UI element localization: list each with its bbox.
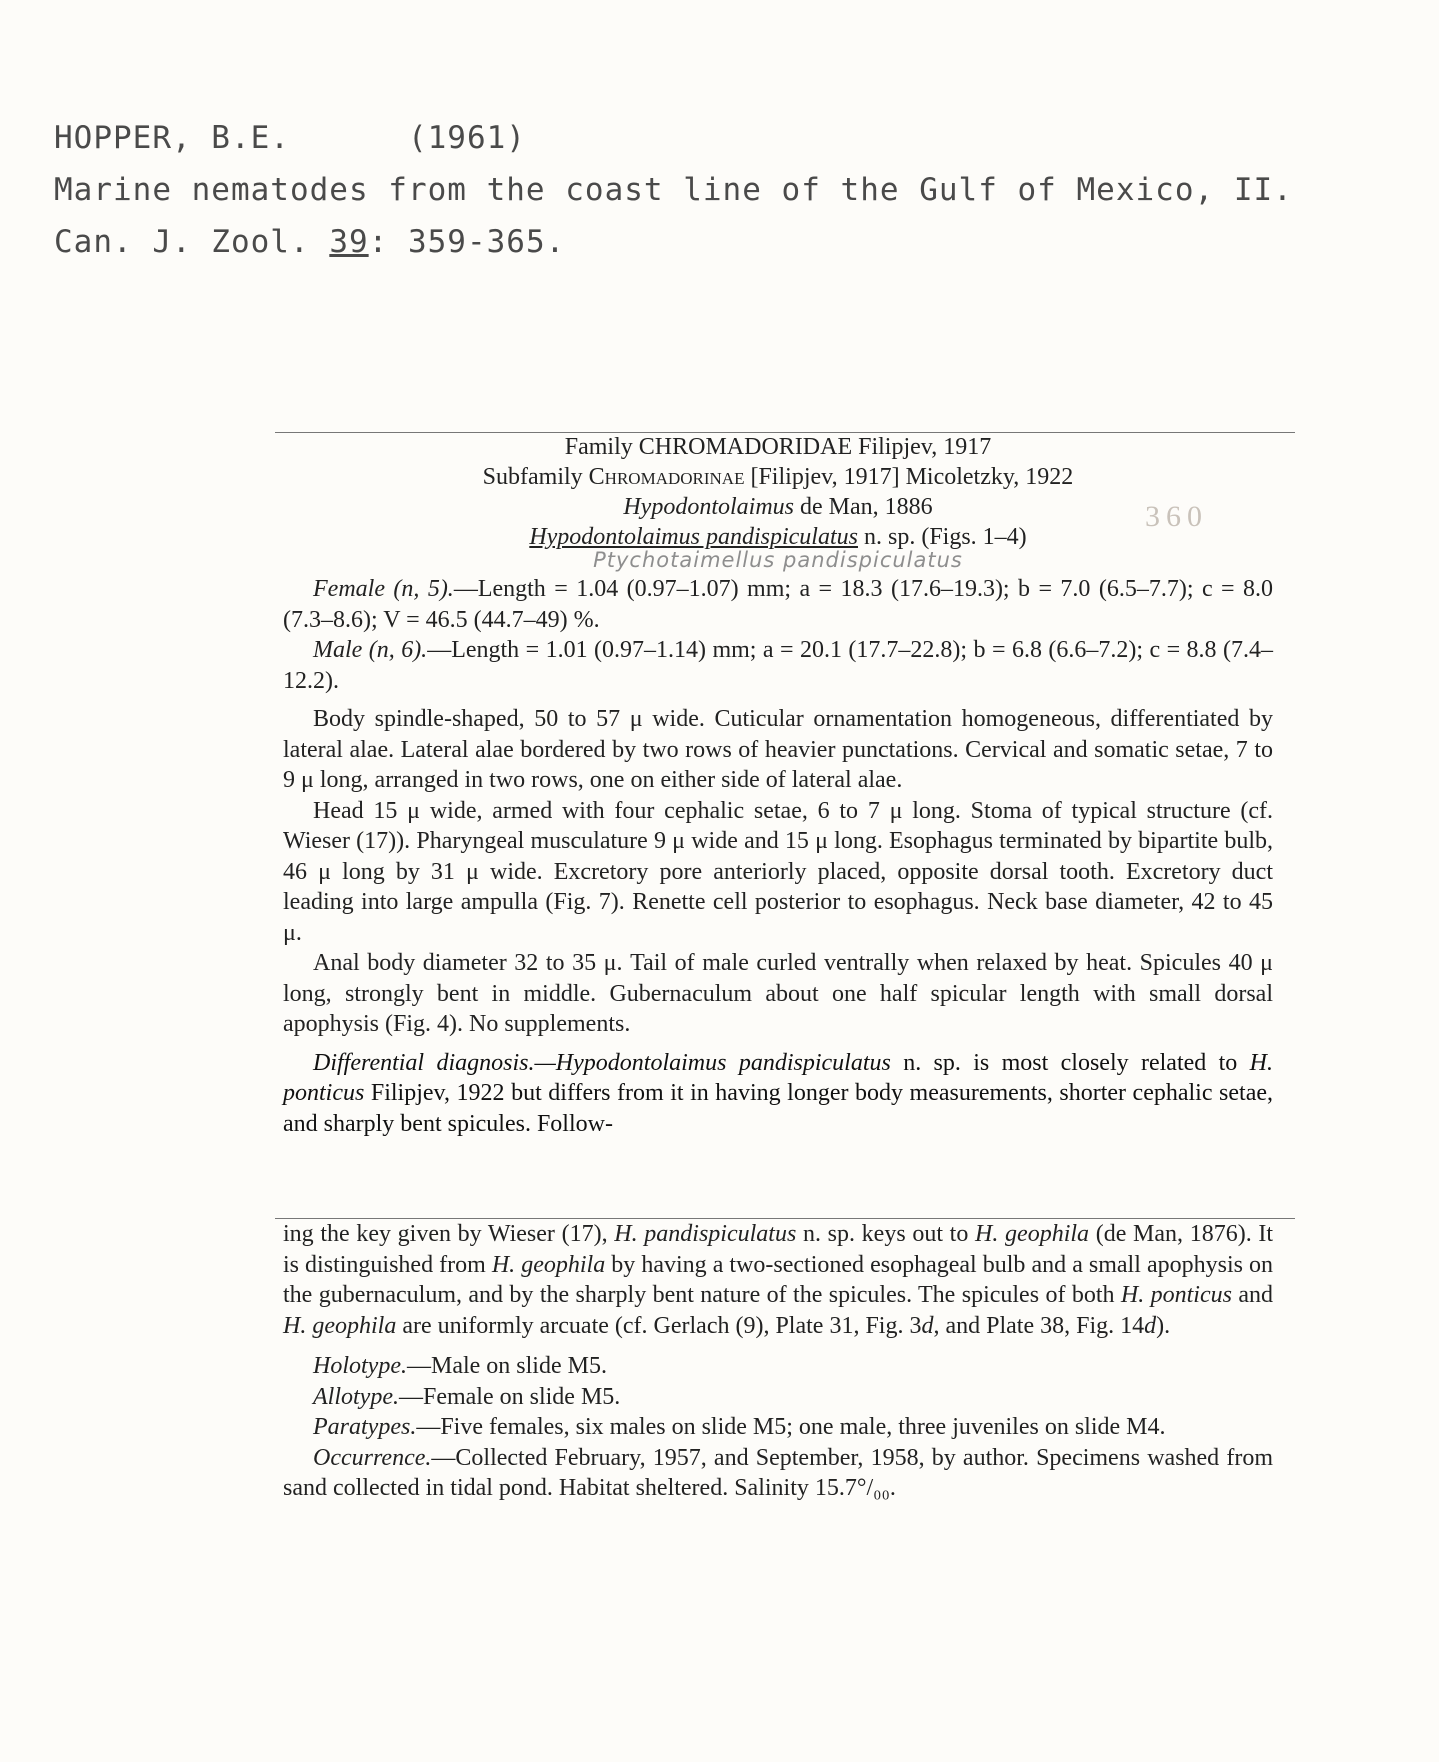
article-excerpt (283, 432, 1273, 1139)
cont-species-4: H. ponticus (1120, 1282, 1232, 1308)
diff-text: n. sp. is most closely related to (903, 1049, 1238, 1076)
occurrence-text: —Collected February, 1957, and September, 1958, by author. Specimens washed from sand collected in tidal pond. Habitat sheltered. Salinity 15.7°/₀₀. (283, 1444, 1273, 1501)
paragraph-anal: Anal body diameter 32 to 35 μ. Tail of male curled ventrally when relaxed by heat. Spicules 40 μ long, strongly bent in middle. Gubernaculum about one half spicular length with small dorsal apophysis (Fig. 4). No supplements. (283, 950, 1273, 1037)
journal: Can. J. Zool. (54, 224, 310, 260)
handwritten-annotation: Ptychotaimellus pandispiculatus (593, 548, 963, 572)
pages: : 359-365. (368, 224, 566, 260)
male-label: Male (n, 6). (313, 637, 428, 663)
subfamily-name: Chromadorinae (588, 464, 745, 490)
citation-journal-line (54, 216, 1293, 268)
diff-species: —Hypodontolaimus pandispiculatus (534, 1049, 891, 1076)
female-label: Female (n, 5). (313, 576, 454, 602)
cont-species-2: H. geophila (975, 1221, 1090, 1247)
handwritten-page-number: 360 (1145, 500, 1208, 533)
cont-text-4: by having a two-sectioned esophageal bulb and a small apophysis on the gubernaculum, and by the sharply bent nature of the spicules. The spicules of both (283, 1251, 1274, 1308)
cont-species-1: H. pandispiculatus (614, 1221, 797, 1247)
cont-text-5: and (1238, 1282, 1274, 1308)
species-suffix: n. sp. (Figs. 1–4) (863, 524, 1027, 550)
subfamily-heading (283, 462, 1273, 492)
cont-fig-letter-2: d (1144, 1312, 1157, 1339)
species-name: Hypodontolaimus pandispiculatus (529, 524, 858, 550)
holotype-text: —Male on slide M5. (406, 1353, 607, 1379)
occurrence-line (283, 1443, 1273, 1504)
article-continuation (283, 1219, 1273, 1504)
cont-text-1: ing the key given by Wieser (17), (283, 1221, 608, 1247)
male-measurements (283, 635, 1273, 696)
female-measurements (283, 574, 1273, 635)
cont-text-7: , and Plate 38, Fig. 14 (933, 1312, 1145, 1339)
genus-name: Hypodontolaimus (623, 494, 794, 520)
paragraph-body: Body spindle-shaped, 50 to 57 μ wide. Cuticular ornamentation homogeneous, differentiated by lateral alae. Lateral alae bordered by two rows of heavier punctations. Cervical and somatic setae, 7 to 9 μ long, arranged in two rows, one on either side of lateral alae. (283, 706, 1273, 793)
year: (1961) (407, 120, 526, 156)
cont-species-3: H. geophila (491, 1251, 606, 1278)
cont-fig-letter-1: d (921, 1312, 934, 1339)
paragraph-key (283, 1219, 1273, 1341)
subfamily-suffix: [Filipjev, 1917] Micoletzky, 1922 (750, 464, 1074, 490)
paratypes-text: —Five females, six males on slide M5; one male, three juveniles on slide M4. (416, 1414, 1166, 1440)
cont-text-2: n. sp. keys out to (802, 1221, 969, 1247)
diff-text2: Filipjev, 1922 but differs from it in having longer body measurements, shorter cephalic setae, and sharply bent spicules. Follow- (283, 1080, 1273, 1137)
paragraph-head: Head 15 μ wide, armed with four cephalic setae, 6 to 7 μ long. Stoma of typical structure (cf. Wieser (17)). Pharyngeal musculature 9 μ wide and 15 μ long. Esophagus terminated by bipartite bulb, 46 μ long by 31 μ wide. Excretory pore anteriorly placed, opposite dorsal tooth. Excretory duct leading into large ampulla (Fig. 7). Renette cell posterior to esophagus. Neck base diameter, 42 to 45 μ. (283, 797, 1273, 946)
family-heading: Family CHROMADORIDAE Filipjev, 1917 (564, 434, 992, 460)
allotype-line (283, 1382, 1273, 1413)
volume: 39 (329, 224, 369, 260)
diff-label: Differential diagnosis. (313, 1049, 535, 1076)
paratypes-label: Paratypes. (313, 1414, 417, 1440)
female-text: —Length = 1.04 (0.97–1.07) mm; a = 18.3 (17.6–19.3); b = 7.0 (6.5–7.7); c = 8.0 (7.3–8.6); V = 46.5 (44.7–49) %. (283, 576, 1273, 633)
genus-author: de Man, 1886 (800, 494, 933, 520)
diff-ponticus: H. ponticus (283, 1049, 1274, 1106)
holotype-line (283, 1351, 1273, 1382)
paragraph-differential (283, 1048, 1273, 1140)
citation-card (54, 112, 1293, 268)
occurrence-label: Occurrence. (313, 1444, 432, 1471)
subfamily-prefix: Subfamily (482, 464, 583, 490)
holotype-label: Holotype. (313, 1353, 407, 1379)
citation-author-line (54, 112, 1293, 164)
allotype-label: Allotype. (313, 1383, 399, 1410)
cont-text-6: are uniformly arcuate (cf. Gerlach (9), Plate 31, Fig. 3 (402, 1312, 922, 1339)
male-text: —Length = 1.01 (0.97–1.14) mm; a = 20.1 (17.7–22.8); b = 6.8 (6.6–7.2); c = 8.8 (7.4–12.2). (283, 637, 1273, 694)
cont-text-8: ). (1156, 1312, 1171, 1339)
citation-title: Marine nematodes from the coast line of the Gulf of Mexico, II. (54, 172, 1293, 208)
cont-species-5: H. geophila (283, 1312, 397, 1339)
cont-text-3: (de Man, 1876). It is distinguished from (283, 1221, 1274, 1278)
paratypes-line (283, 1412, 1273, 1443)
author: HOPPER, B.E. (54, 120, 290, 156)
genus-heading (283, 492, 1273, 522)
allotype-text: —Female on slide M5. (398, 1383, 621, 1410)
